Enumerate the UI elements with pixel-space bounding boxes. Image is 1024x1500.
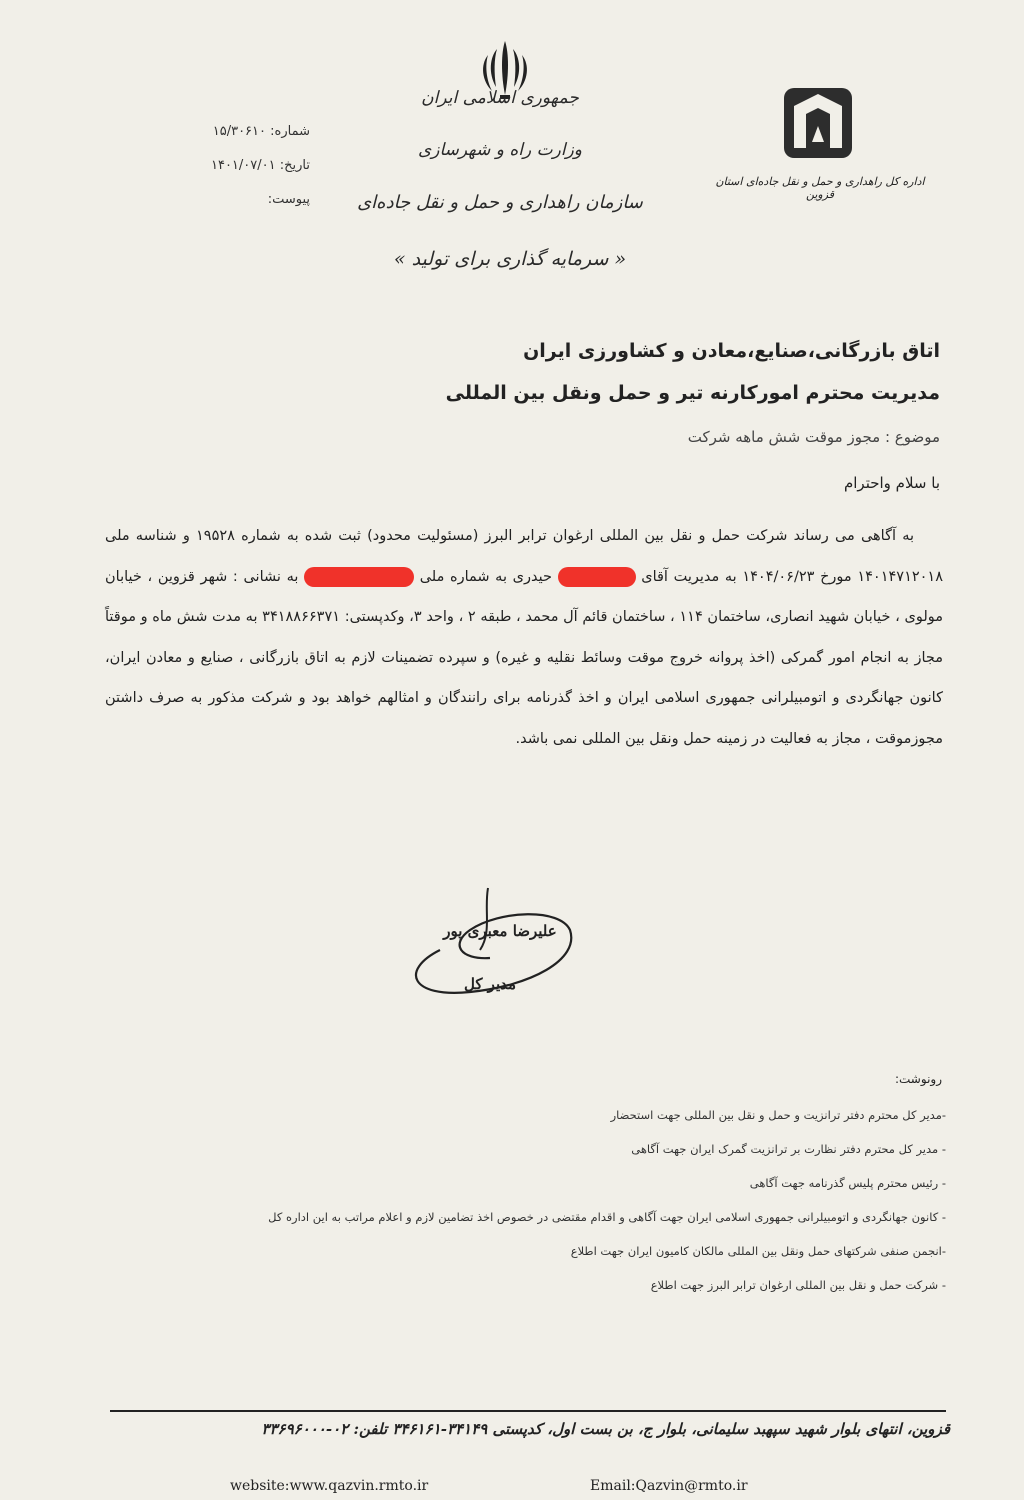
cc-item: - شرکت حمل و نقل بین المللی ارغوان ترابر البرز جهت اطلاع (650, 1278, 946, 1292)
letter-date: تاریخ: ۱۴۰۱/۰۷/۰۱ (210, 158, 310, 173)
letter-body (105, 516, 943, 759)
cc-item: -انجمن صنفی شرکتهای حمل ونقل بین المللی مالکان کامیون ایران جهت اطلاع (570, 1244, 946, 1258)
cc-title: رونوشت: (894, 1072, 942, 1086)
gov-line-ministry: وزارت راه و شهرسازی (417, 140, 582, 160)
letter-greeting: با سلام واحترام (843, 474, 940, 492)
cc-item: -مدیر کل محترم دفتر ترانزیت و حمل و نقل بین المللی جهت استحضار (610, 1108, 946, 1122)
cc-item: - مدیر کل محترم دفتر نظارت بر ترانزیت گمرک ایران جهت آگاهی (631, 1142, 946, 1156)
rmto-logo-icon (782, 86, 854, 160)
letter-attachment: پیوست: (267, 192, 310, 207)
letter-subject: موضوع : مجوز موقت شش ماهه شرکت (687, 428, 940, 446)
body-part-2: حیدری به شماره ملی (419, 568, 552, 585)
gov-line-republic: جمهوری اسلامی ایران (421, 88, 579, 108)
footer-divider (110, 1410, 946, 1412)
signer-title: مدیر کل (463, 975, 517, 993)
cc-item: - رئیس محترم پلیس گذرنامه جهت آگاهی (749, 1176, 946, 1190)
body-part-3: به نشانی : شهر قزوین ، خیابان مولوی ، خیابان شهید انصاری، ساختمان ۱۱۴ ، ساختمان قائم آل محمد ، طبقه ۲ ، واحد ۳، وکدپستی: ۳۴۱۸۸۶۶۳۷۱ به مدت شش ماه و موقتاً مجاز به انجام امور گمرکی (اخذ پروانه خروج موقت وسائط نقلیه و غیره) و سپرده تضمینات لازم به اتاق بازرگانی ، صنایع و معادن ایران، کانون جهانگردی و اتومبیلرانی جمهوری اسلامی ایران و اخذ گذرنامه برای رانندگان و امثالهم خواهد بود و شرکت مذکور به صرف داشتن مجوزموقت ، مجاز به فعالیت در زمینه حمل ونقل بین المللی نمی باشد. (105, 568, 943, 747)
body-part-1: به آگاهی می رساند شرکت حمل و نقل بین المللی ارغوان ترابر البرز (مسئولیت محدود) ثبت شده به شماره ۱۹۵۲۸ و شناسه ملی ۱۴۰۱۴۷۱۲۰۱۸ مورخ ۱۴۰۴/۰۶/۲۳ به مدیریت آقای (105, 528, 944, 585)
redaction-mark (558, 567, 636, 587)
gov-line-slogan: « سرمایه گذاری برای تولید » (393, 248, 627, 270)
logo-caption: اداره کل راهداری و حمل و نقل جاده‌ای استان قزوین (715, 175, 925, 201)
gov-line-organization: سازمان راهداری و حمل و نقل جاده‌ای (357, 192, 643, 213)
letter-number: شماره: ۱۵/۳۰۶۱۰ (212, 124, 310, 139)
footer-website: website:www.qazvin.rmto.ir (230, 1478, 429, 1494)
signer-name: علیرضا معبری پور (443, 922, 557, 940)
redaction-mark (304, 567, 414, 587)
footer-address: قزوین، انتهای بلوار شهید سپهبد سلیمانی، بلوار ج، بن بست اول، کدپستی ۳۴۱۴۹-۳۴۶۱۶۱ تلفن: ۰۲-۳۳۶۹۶۰۰۰ (261, 1420, 950, 1438)
addressee-line-1: اتاق بازرگانی،صنایع،معادن و کشاورزی ایران (523, 340, 940, 362)
cc-list (110, 1098, 946, 1302)
cc-item: - کانون جهانگردی و اتومبیلرانی جمهوری اسلامی ایران جهت آگاهی و اقدام مقتضی در خصوص اخذ تضامین لازم و اعلام مراتب به این اداره کل (268, 1210, 946, 1224)
addressee-line-2: مدیریت محترم امورکارنه تیر و حمل ونقل بین المللی (445, 382, 940, 404)
footer-email: Email:Qazvin@rmto.ir (590, 1478, 748, 1494)
